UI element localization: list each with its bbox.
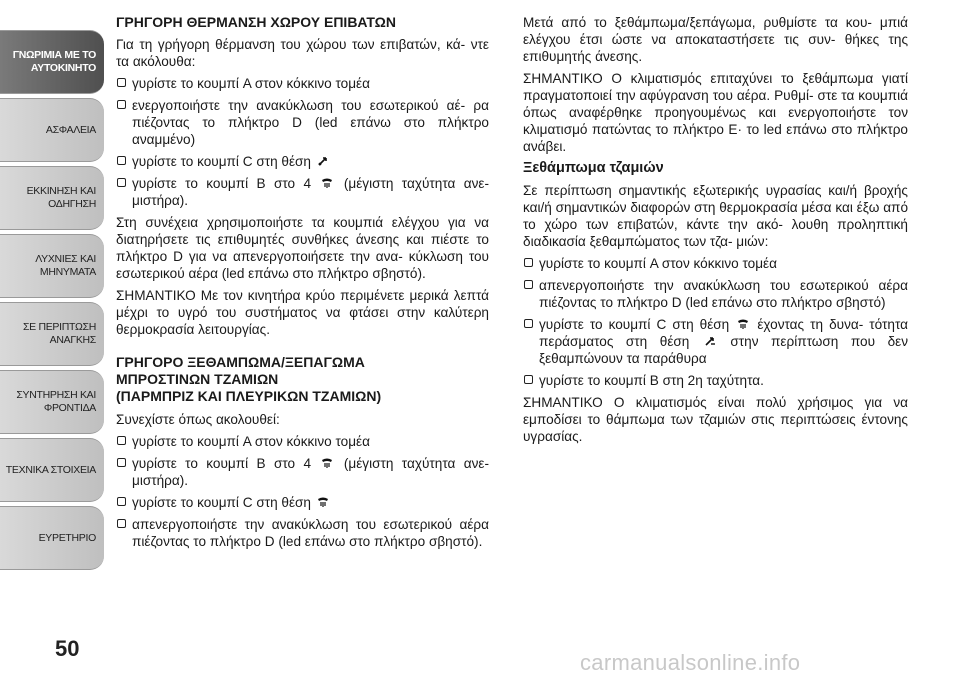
- list-item: απενεργοποιήστε την ανακύκλωση του εσωτερικού αέρα πιέζοντας το πλήκτρο D (led επάνω στο πλήκτρο σβηστό).: [116, 516, 489, 550]
- bullet-box-icon: [117, 78, 126, 87]
- tab-emergency[interactable]: [0, 302, 104, 366]
- right-column: [523, 14, 908, 450]
- paragraph: Σε περίπτωση σημαντικής εξωτερικής υγρασίας και/ή βροχής και/ή σημαντικών διαφορών στη θερμοκρασία μέσα και έξω από το χώρο των επιβατών, κάντε την ακό- λουθη προληπτική διαδικασία ξεθαμπώματος των τζα- μιών:: [523, 183, 908, 249]
- section-title-quick-heating: ΓΡΗΓΟΡΗ ΘΕΡΜΑΝΣΗ ΧΩΡΟΥ ΕΠΙΒΑΤΩΝ: [116, 14, 397, 30]
- tab-safety[interactable]: [0, 98, 104, 162]
- fan-max-icon: [321, 177, 333, 189]
- bullet-box-icon: [117, 178, 126, 187]
- bullet-box-icon: [117, 519, 126, 528]
- tab-label: ΓΝΩΡΙΜΙΑ ΜΕ ΤΟ ΑΥΤΟΚΙΝΗΤΟ: [12, 49, 96, 74]
- tab-label: ΛΥΧΝΙΕΣ ΚΑΙ ΜΗΝΥΜΑΤΑ: [35, 253, 96, 278]
- list-item: απενεργοποιήστε την ανακύκλωση του εσωτερικού αέρα πιέζοντας το πλήκτρο D (led επάνω στο πλήκτρο σβηστό): [523, 277, 908, 311]
- tab-label: ΤΕΧΝΙΚΑ ΣΤΟΙΧΕΙΑ: [5, 463, 96, 476]
- list-item: γυρίστε το κουμπί B στη 2η ταχύτητα.: [523, 372, 908, 389]
- paragraph: Συνεχίστε όπως ακολουθεί:: [116, 412, 280, 427]
- bullet-box-icon: [117, 458, 126, 467]
- bullet-box-icon: [524, 280, 533, 289]
- feet-airflow-icon: [317, 155, 329, 167]
- watermark: carmanualsonline.info: [580, 650, 801, 675]
- bullet-box-icon: [524, 375, 533, 384]
- tab-lights-messages[interactable]: [0, 234, 104, 298]
- page-number: 50: [55, 636, 80, 661]
- chapter-sidebar: [0, 30, 104, 574]
- tab-technical-data[interactable]: [0, 438, 104, 502]
- paragraph-important: ΣΗΜΑΝΤΙΚΟ Ο κλιματισμός επιταχύνει το ξεθάμπωμα γιατί πραγματοποιεί την αφύγρανση του αέρα. Ρυθμί- στε τα κουμπιά όπως αναφέρθηκε προηγουμένως και ενεργοποιήστε τον κλιματισμό πατώντας το πλήκτρο E· το led επάνω στο πλήκτρο ανάβει.: [523, 71, 908, 154]
- bullet-box-icon: [117, 156, 126, 165]
- tab-getting-to-know-car[interactable]: [0, 30, 104, 94]
- list-item: ενεργοποιήστε την ανακύκλωση του εσωτερικού αέ- ρα πιέζοντας το πλήκτρο D (led επάνω στο πλήκτρο αναμμένο): [116, 97, 489, 148]
- list-item: γυρίστε το κουμπί C στη θέση: [116, 153, 489, 170]
- list-item: γυρίστε το κουμπί B στο 4 (μέγιστη ταχύτητα ανε- μιστήρα).: [116, 455, 489, 489]
- tab-label: ΕΚΚΙΝΗΣΗ ΚΑΙ ΟΔΗΓΗΣΗ: [26, 185, 96, 210]
- paragraph: Για τη γρήγορη θέρμανση του χώρου των επιβατών, κά- ντε τα ακόλουθα:: [116, 37, 489, 69]
- fan-max-icon: [321, 457, 333, 469]
- tab-starting-driving[interactable]: [0, 166, 104, 230]
- tab-index[interactable]: [0, 506, 104, 570]
- list-item: γυρίστε το κουμπί C στη θέση: [116, 494, 489, 511]
- tab-label: ΕΥΡΕΤΗΡΙΟ: [38, 531, 96, 544]
- paragraph-important: ΣΗΜΑΝΤΙΚΟ Ο κλιματισμός είναι πολύ χρήσιμος για να εμποδίσει το θάμπωμα των τζαμιών στις περιπτώσεις έντονης υγρασίας.: [523, 395, 908, 444]
- list-item: γυρίστε το κουμπί A στον κόκκινο τομέα: [116, 433, 489, 450]
- left-column: [116, 14, 489, 555]
- list-item: γυρίστε το κουμπί A στον κόκκινο τομέα: [116, 75, 489, 92]
- list-item: γυρίστε το κουμπί A στον κόκκινο τομέα: [523, 255, 908, 272]
- list-item: γυρίστε το κουμπί C στη θέση έχοντας τη δυνα- τότητα περάσματος στη θέση στην περίπτωση που δεν ξεθαμπώνουν τα παράθυρα: [523, 316, 908, 367]
- windshield-feet-icon: [704, 335, 716, 347]
- section-title-quick-defrost: ΓΡΗΓΟΡΟ ΞΕΘΑΜΠΩΜΑ/ΞΕΠΑΓΩΜΑ ΜΠΡΟΣΤΙΝΩΝ ΤΖΑΜΙΩΝ (ΠΑΡΜΠΡΙΖ ΚΑΙ ΠΛΕΥΡΙΚΩΝ ΤΖΑΜΙΩΝ): [116, 354, 382, 404]
- paragraph-important: ΣΗΜΑΝΤΙΚΟ Με τον κινητήρα κρύο περιμένετε μερικά λεπτά μέχρι το υγρό του συστήματος να φτάσει στην καλύτερη θερμοκρασία λειτουργίας.: [116, 288, 489, 337]
- bullet-box-icon: [524, 258, 533, 267]
- section-title-window-defogging: Ξεθάμπωμα τζαμιών: [523, 160, 664, 176]
- bullet-box-icon: [524, 319, 533, 328]
- paragraph: Μετά από το ξεθάμπωμα/ξεπάγωμα, ρυθμίστε τα κου- μπιά ελέγχου έτσι ώστε να αποκαταστήσετε τις συν- θήκες της επιθυμητής άνεσης.: [523, 15, 908, 64]
- bullet-box-icon: [117, 497, 126, 506]
- list-item: γυρίστε το κουμπί B στο 4 (μέγιστη ταχύτητα ανε- μιστήρα).: [116, 175, 489, 209]
- tab-label: ΑΣΦΑΛΕΙΑ: [45, 123, 96, 136]
- tab-label: ΣΥΝΤΗΡΗΣΗ ΚΑΙ ΦΡΟΝΤΙΔΑ: [16, 389, 96, 414]
- bullet-box-icon: [117, 100, 126, 109]
- windshield-defrost-icon: [737, 318, 749, 330]
- tab-label: ΣΕ ΠΕΡΙΠΤΩΣΗ ΑΝΑΓΚΗΣ: [22, 321, 96, 346]
- paragraph: Στη συνέχεια χρησιμοποιήστε τα κουμπιά ελέγχου για να διατηρήσετε τις επιθυμητές συνθήκες άνεσης και πιέστε το πλήκτρο D για να απενεργοποιήσετε την ανα- κύκλωση του εσωτερικού αέρα (led επάνω στο πλήκτρο σβηστό).: [116, 215, 489, 281]
- bullet-box-icon: [117, 436, 126, 445]
- tab-maintenance[interactable]: [0, 370, 104, 434]
- windshield-defrost-icon: [317, 496, 329, 508]
